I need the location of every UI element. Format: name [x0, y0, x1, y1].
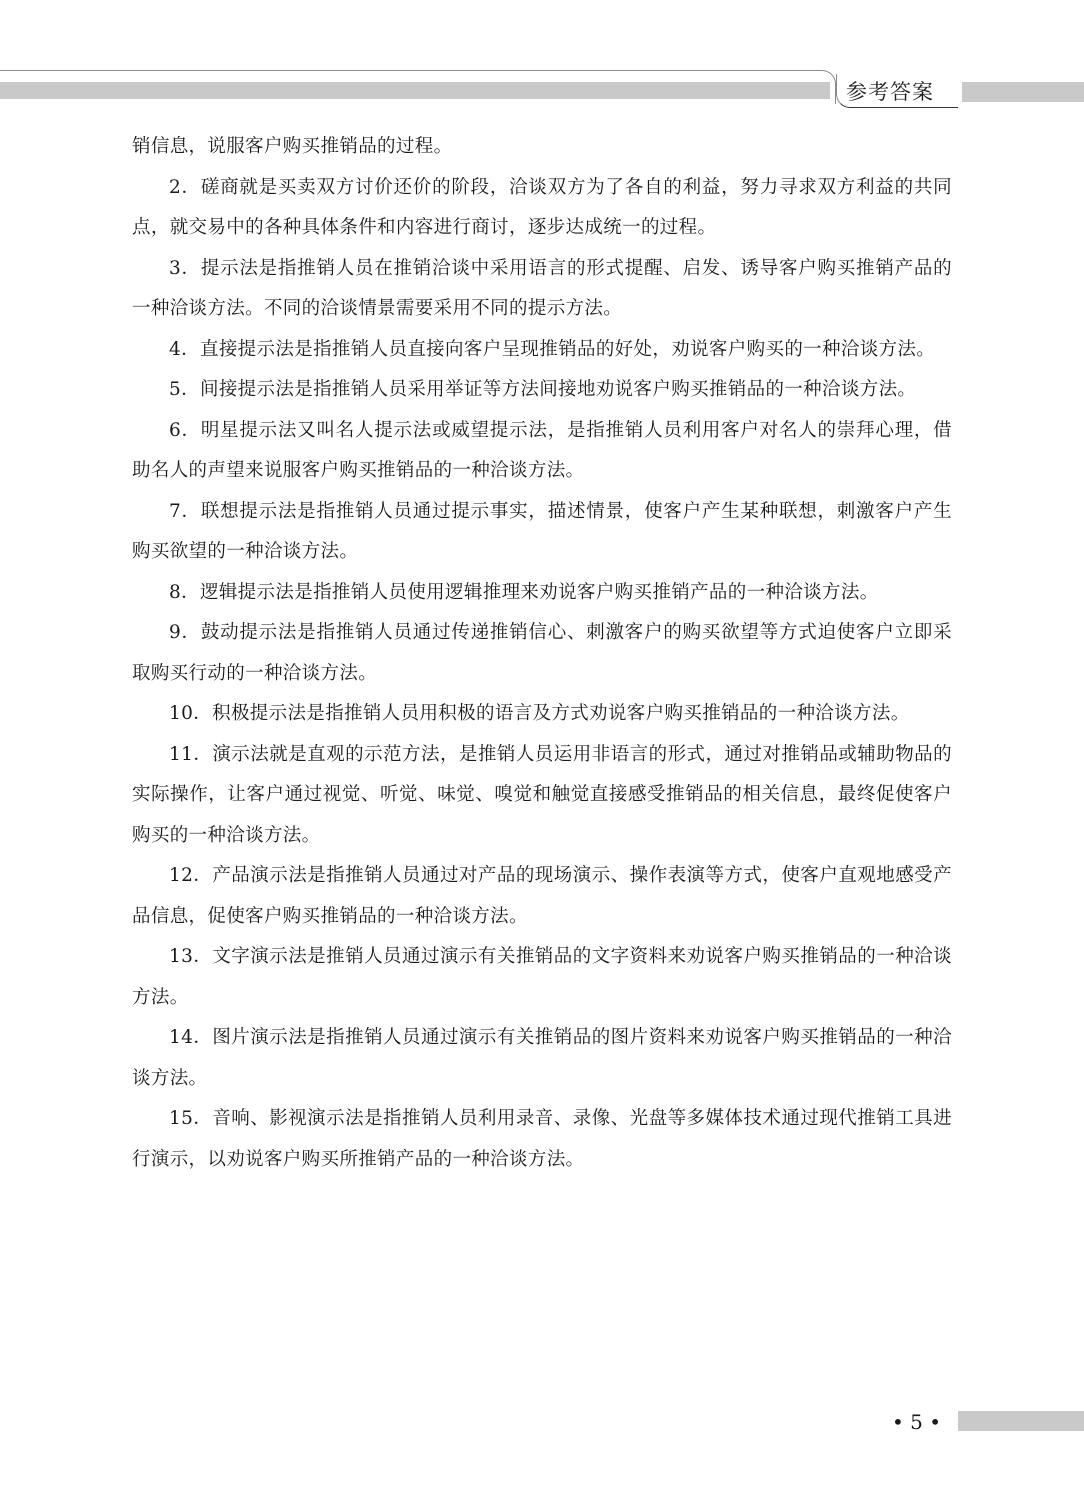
answer-item-3: 3．提示法是指推销人员在推销洽谈中采用语言的形式提醒、启发、诱导客户购买推销产品的一种洽谈方法。不同的洽谈情景需要采用不同的提示方法。 [132, 257, 952, 319]
section-title: 参考答案 [846, 80, 934, 104]
answer-content [132, 127, 952, 1180]
answer-item-12: 12．产品演示法是指推销人员通过对产品的现场演示、操作表演等方式，使客户直观地感受产品信息，促使客户购买推销品的一种洽谈方法。 [132, 865, 952, 927]
answer-item-7: 7．联想提示法是指推销人员通过提示事实，描述情景，使客户产生某种联想，刺激客户产生购买欲望的一种洽谈方法。 [132, 500, 952, 562]
paragraph-continuation: 销信息，说服客户购买推销品的过程。 [132, 136, 453, 157]
answer-item-2: 2．磋商就是买卖双方讨价还价的阶段，洽谈双方为了各自的利益，努力寻求双方利益的共同点，就交易中的各种具体条件和内容进行商讨，逐步达成统一的过程。 [132, 176, 952, 238]
answer-item-8: 8．逻辑提示法是指推销人员使用逻辑推理来劝说客户购买推销产品的一种洽谈方法。 [169, 581, 879, 603]
answer-item-4: 4．直接提示法是指推销人员直接向客户呈现推销品的好处，劝说客户购买的一种洽谈方法。 [169, 338, 936, 360]
answer-item-14: 14．图片演示法是指推销人员通过演示有关推销品的图片资料来劝说客户购买推销品的一种洽谈方法。 [132, 1027, 952, 1089]
answer-item-13: 13．文字演示法是推销人员通过演示有关推销品的文字资料来劝说客户购买推销品的一种洽谈方法。 [132, 946, 952, 1008]
answer-item-10: 10．积极提示法是指推销人员用积极的语言及方式劝说客户购买推销品的一种洽谈方法。 [169, 703, 910, 724]
header-bar-notch [250, 99, 600, 103]
answer-item-11: 11．演示法就是直观的示范方法，是推销人员运用非语言的形式，通过对推销品或辅助物品的实际操作，让客户通过视觉、听觉、味觉、嗅觉和触觉直接感受推销品的相关信息，最终促使客户购买的一种洽谈方法。 [132, 743, 952, 846]
page-number: • 5 • [892, 1410, 942, 1434]
answer-item-5: 5．间接提示法是指推销人员采用举证等方法间接地劝说客户购买推销品的一种洽谈方法。 [169, 379, 917, 400]
header-gray-bar-right [962, 82, 1084, 102]
footer-gray-bar [958, 1411, 1084, 1431]
answer-item-6: 6．明星提示法又叫名人提示法或威望提示法，是指推销人员利用客户对名人的崇拜心理，借助名人的声望来说服客户购买推销品的一种洽谈方法。 [132, 419, 952, 481]
header-gray-bar-left [0, 82, 830, 99]
answer-item-9: 9．鼓动提示法是指推销人员通过传递推销信心、刺激客户的购买欲望等方式迫使客户立即采取购买行动的一种洽谈方法。 [132, 622, 952, 684]
answer-item-15: 15．音响、影视演示法是指推销人员利用录音、录像、光盘等多媒体技术通过现代推销工具进行演示，以劝说客户购买所推销产品的一种洽谈方法。 [132, 1108, 952, 1170]
